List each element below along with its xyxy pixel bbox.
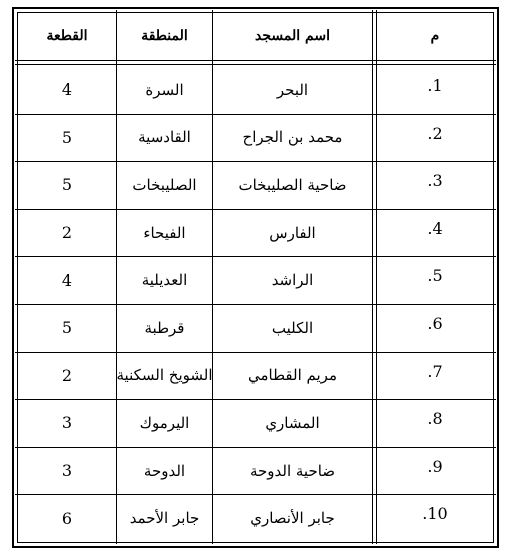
cell-block: 5 [61,175,73,195]
cell-index: .7 [427,361,443,381]
cell-region: القادسية [138,128,191,147]
header-region: المنطقة [141,28,188,44]
cell-region: جابر الأحمد [129,509,200,528]
cell-region: اليرموك [139,413,190,432]
cell-index: .3 [427,171,443,191]
cell-block: 2 [61,365,73,385]
cell-mosque-name: البحر [276,80,309,99]
header-divider [15,60,496,65]
cell-mosque-name: الفارس [269,223,316,242]
cell-region: قرطبة [144,318,185,337]
cell-region: الدوحة [143,461,186,480]
cell-index: .1 [427,76,443,95]
cell-index: .2 [427,123,443,143]
cell-index: .6 [427,314,443,333]
cell-mosque-name: الراشد [271,271,314,290]
cell-region: الشويخ السكنية [116,366,213,385]
cell-block: 4 [61,270,73,290]
header-block: القطعة [46,28,88,44]
cell-mosque-name: الكليب [271,318,314,337]
cell-block: 3 [61,413,73,433]
cell-block: 5 [61,318,73,338]
cell-block: 3 [61,461,73,481]
cell-mosque-name: مريم القطامي [248,366,337,385]
cell-mosque-name: المشاري [265,413,320,432]
cell-block: 2 [61,223,73,243]
cell-region: الصليبخات [132,175,197,194]
cell-index: .10 [422,504,448,524]
cell-block: 5 [61,127,73,147]
cell-index: .9 [427,456,443,476]
cell-block: 4 [61,80,73,100]
cell-mosque-name: جابر الأنصاري [250,509,335,528]
header-index: م [430,28,440,44]
cell-mosque-name: ضاحية الصليبخات [238,175,347,194]
cell-region: العديلية [141,271,188,290]
cell-index: .5 [427,266,443,286]
cell-mosque-name: ضاحية الدوحة [249,461,336,480]
cell-index: .4 [427,218,443,238]
cell-region: الفيحاء [143,223,186,242]
cell-mosque-name: محمد بن الجراح [242,128,343,147]
cell-index: .8 [427,409,443,429]
header-mosque-name: اسم المسجد [255,28,330,44]
cell-region: السرة [145,80,184,99]
cell-block: 6 [61,508,73,528]
